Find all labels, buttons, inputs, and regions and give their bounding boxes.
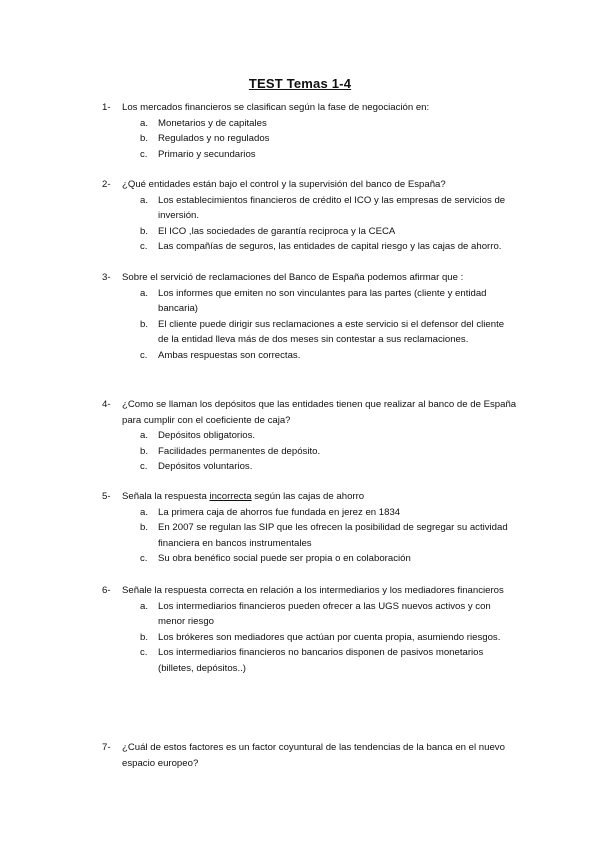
question-text-after: según las cajas de ahorro — [251, 491, 365, 502]
option-a — [140, 505, 512, 521]
option-a — [140, 428, 512, 444]
option-text: Los establecimientos financieros de crédito el ICO y las empresas de servicios de inversión. — [158, 194, 506, 222]
option-letter: c. — [140, 148, 148, 160]
option-letter: c. — [140, 241, 148, 253]
option-text: Depósitos obligatorios. — [158, 430, 256, 442]
question-number: 7- — [102, 742, 111, 753]
option-text: El ICO ,las sociedades de garantía reciproca y la CECA — [158, 225, 396, 237]
question-2 — [102, 177, 522, 255]
option-text: Depósitos voluntarios. — [158, 461, 253, 473]
option-c — [140, 147, 512, 163]
question-7 — [102, 740, 522, 771]
option-text: Facilidades permanentes de depósito. — [158, 445, 321, 457]
question-text: Los mercados financieros se clasifican según la fase de negociación en: — [122, 102, 430, 113]
question-1 — [102, 100, 522, 162]
option-letter: b. — [140, 225, 149, 237]
question-number: 5- — [102, 491, 111, 502]
underlined-word: incorrecta — [209, 491, 252, 502]
question-text: ¿Cuál de estos factores es un factor coyuntural de las tendencias de la banca en el nuevo espacio europeo? — [122, 742, 505, 769]
option-a — [140, 116, 512, 132]
question-text: ¿Qué entidades están bajo el control y la supervisión del banco de España? — [122, 179, 446, 190]
option-letter: b. — [140, 631, 149, 643]
option-a — [140, 599, 512, 630]
option-text: Su obra benéfico social puede ser propia o en colaboración — [158, 553, 411, 565]
option-a — [140, 286, 512, 317]
option-letter: c. — [140, 349, 148, 361]
option-letter: c. — [140, 553, 148, 565]
question-text: ¿Como se llaman los depósitos que las entidades tienen que realizar al banco de de España para cumplir con el coeficiente de caja? — [122, 399, 517, 426]
option-text: Las compañías de seguros, las entidades de capital riesgo y las cajas de ahorro. — [158, 241, 502, 253]
option-text: En 2007 se regulan las SIP que les ofrecen la posibilidad de segregar su actividad financiera en bancos instrumentales — [158, 522, 508, 549]
option-b — [140, 444, 512, 460]
option-c — [140, 551, 512, 567]
question-number: 1- — [102, 102, 111, 113]
question-4 — [102, 397, 522, 475]
question-number: 3- — [102, 272, 111, 283]
option-b — [140, 131, 512, 147]
question-3 — [102, 270, 522, 364]
question-text-before: Señala la respuesta — [122, 491, 210, 502]
option-letter: a. — [140, 600, 149, 612]
option-letter: b. — [140, 522, 149, 534]
option-letter: a. — [140, 430, 149, 442]
option-letter: c. — [140, 647, 148, 659]
page-title: TEST Temas 1-4 — [248, 76, 352, 91]
option-c — [140, 645, 512, 676]
option-c — [140, 239, 512, 255]
option-text: Los brókeres son mediadores que actúan por cuenta propia, asumiendo riesgos. — [158, 631, 501, 643]
option-text: Primario y secundarios — [158, 148, 256, 160]
option-letter: b. — [140, 318, 149, 330]
option-text: Los intermediarios financieros no bancarios disponen de pasivos monetarios (billetes, depósitos..) — [158, 647, 484, 674]
question-number: 4- — [102, 399, 111, 410]
question-text: Sobre el servició de reclamaciones del Banco de España podemos afirmar que : — [122, 272, 464, 283]
option-text: Regulados y no regulados — [158, 133, 270, 145]
option-c — [140, 459, 512, 475]
option-letter: c. — [140, 461, 148, 473]
option-a — [140, 193, 512, 224]
question-6 — [102, 583, 522, 677]
option-letter: a. — [140, 194, 149, 206]
option-text: Los informes que emiten no son vinculantes para las partes (cliente y entidad bancaria) — [158, 287, 487, 315]
question-5 — [102, 489, 522, 567]
question-text — [122, 489, 522, 505]
option-letter: a. — [140, 287, 149, 299]
option-text: Ambas respuestas son correctas. — [158, 349, 301, 361]
option-letter: a. — [140, 117, 149, 129]
option-text: Los intermediarios financieros pueden ofrecer a las UGS nuevos activos y con menor riesgo — [158, 600, 491, 628]
option-letter: b. — [140, 445, 149, 457]
question-text: Señale la respuesta correcta en relación a los intermediarios y los mediadores financieros — [122, 585, 504, 596]
option-c — [140, 348, 512, 364]
option-letter: a. — [140, 506, 149, 518]
option-text: La primera caja de ahorros fue fundada en jerez en 1834 — [158, 506, 401, 518]
option-b — [140, 630, 512, 646]
option-b — [140, 317, 512, 348]
option-b — [140, 520, 512, 551]
option-text: El cliente puede dirigir sus reclamaciones a este servicio si el defensor del cliente de la entidad lleva más de dos meses sin contestar a sus reclamaciones. — [158, 318, 505, 346]
option-letter: b. — [140, 133, 149, 145]
question-number: 6- — [102, 585, 111, 596]
option-text: Monetarios y de capitales — [158, 117, 267, 129]
question-number: 2- — [102, 179, 111, 190]
option-b — [140, 224, 512, 240]
